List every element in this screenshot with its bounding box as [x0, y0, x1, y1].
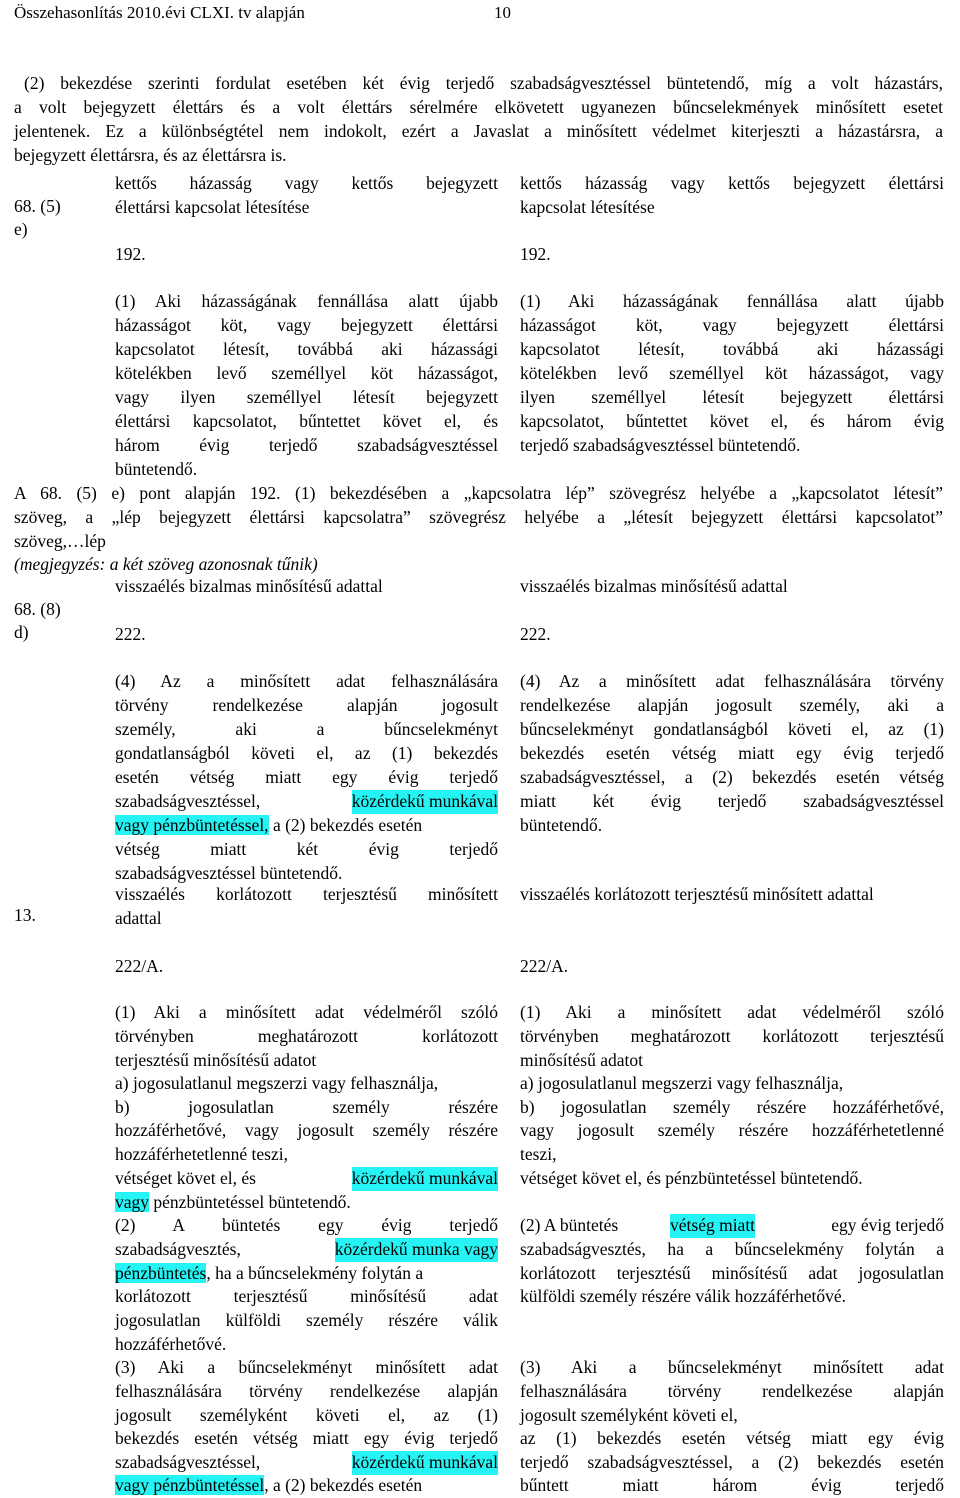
row3-right-a: a) jogosulatlanul megszerzi vagy felhasználja,	[520, 1073, 844, 1093]
row2-right-body-7: büntetendő.	[520, 815, 603, 835]
row2-right-body-6: miatt két évig terjedő szabadságvesztéssel	[520, 791, 944, 811]
row3-left-p2-3	[115, 1262, 423, 1286]
row1-left-body-8: büntetendő.	[115, 459, 198, 479]
row3-right-p2-2: szabadságvesztés, ha a bűncselekmény folytán a	[520, 1239, 944, 1259]
row3-left-a: a) jogosulatlanul megszerzi vagy felhasználja,	[115, 1073, 439, 1093]
row2-left-body-6	[115, 790, 498, 814]
row3-left-v2-text: pénzbüntetéssel büntetendő.	[149, 1192, 351, 1212]
row1-ref-sub: e)	[14, 219, 28, 239]
row1-right-title-2: kapcsolat létesítése	[520, 197, 655, 217]
row2-right-body-4: bekezdés esetén vétség miatt egy évig terjedő	[520, 743, 944, 763]
row3-left-p3-4: bekezdés esetén vétség miatt egy évig terjedő	[115, 1428, 498, 1448]
row1-right-body-1: (1) Aki házasságának fennállása alatt újabb	[520, 291, 944, 311]
row3-left-highlight-1: közérdekű munkával	[352, 1167, 498, 1191]
row1-left-title-1: kettős házasság vagy kettős bejegyzett	[115, 173, 498, 193]
row1-right-body-2: házasságot köt, vagy bejegyzett élettársi	[520, 315, 944, 335]
row1-left-body-7: három évig terjedő szabadságvesztéssel	[115, 435, 498, 455]
row2-left-body-3: személy, aki a bűncselekményt	[115, 719, 498, 739]
row3-left-b-3: hozzáférhetetlenné teszi,	[115, 1144, 288, 1164]
row2-left-highlight-1: közérdekű munkával	[352, 790, 498, 814]
row2-left-body-4: gondatlanságból követi el, az (1) bekezdés	[115, 743, 498, 763]
row3-left-p3-5-text: szabadságvesztéssel,	[115, 1452, 261, 1472]
note-line-3: szöveg,…lép	[14, 531, 106, 551]
row2-ref: 68. (8)	[14, 599, 61, 619]
row3-left-p3-3: jogosult személyként követi el, az (1)	[115, 1405, 498, 1425]
row3-left-p2-4: korlátozott terjesztésű minősítésű adat	[115, 1286, 498, 1306]
row3-left-p1-1: (1) Aki a minősített adat védelméről szóló	[115, 1002, 498, 1022]
row3-left-p2-1: (2) A büntetés egy évig terjedő	[115, 1215, 498, 1235]
row2-left-body-6-text: szabadságvesztéssel,	[115, 791, 261, 811]
row3-left-p2-6: hozzáférhetővé.	[115, 1334, 227, 1354]
row3-right-title: visszaélés korlátozott terjesztésű minősített adattal	[520, 884, 874, 904]
row3-left-highlight-4: pénzbüntetés	[115, 1263, 207, 1283]
row3-right-p1-1: (1) Aki a minősített adat védelméről szóló	[520, 1002, 944, 1022]
row2-left-body-2: törvény rendelkezése alapján jogosult	[115, 695, 498, 715]
row3-left-p2-3-text: , ha a bűncselekmény folytán a	[206, 1263, 424, 1283]
row1-right-body-6: kapcsolatot, bűntettet követ el, és három évig	[520, 411, 944, 431]
row3-right-p3-5: terjedő szabadságvesztéssel, a (2) bekezdés esetén	[520, 1452, 944, 1472]
row2-left-section: 222.	[115, 624, 146, 644]
row3-left-highlight-5: közérdekű munkával	[352, 1451, 498, 1475]
row2-left-body-1: (4) Az a minősített adat felhasználására	[115, 671, 498, 691]
row3-right-p2-1-tail: egy évig terjedő	[831, 1215, 944, 1235]
row3-right-v: vétséget követ el, és pénzbüntetéssel büntetendő.	[520, 1168, 863, 1188]
row1-left-body-5: vagy ilyen személlyel létesít bejegyzett	[115, 387, 498, 407]
page-header	[14, 3, 511, 23]
note-line-1: A 68. (5) e) pont alapján 192. (1) bekezdésében a „kapcsolatra lép” szövegrész helyébe a „kapcsolatot létesít”	[14, 483, 943, 503]
row3-left-highlight-2: vagy	[115, 1192, 150, 1212]
row2-left-body-8: vétség miatt két évig terjedő	[115, 839, 498, 859]
row3-left-highlight-3: közérdekű munka vagy	[335, 1238, 498, 1262]
row3-right-b-3: teszi,	[520, 1144, 557, 1164]
row3-right-b-2: vagy jogosult személy részére hozzáférhetetlenné	[520, 1120, 944, 1140]
row3-left-p3-1: (3) Aki a bűncselekményt minősített adat	[115, 1357, 498, 1377]
row2-right-body-1: (4) Az a minősített adat felhasználására törvény	[520, 671, 944, 691]
row3-left-title-1: visszaélés korlátozott terjesztésű minősített	[115, 884, 498, 904]
row3-left-highlight-6: vagy pénzbüntetéssel	[115, 1475, 265, 1495]
row3-left-b-2: hozzáférhetővé, vagy jogosult személy részére	[115, 1120, 498, 1140]
row1-left-section: 192.	[115, 244, 146, 264]
row3-left-p2-5: jogosulatlan külföldi személy részére válik	[115, 1310, 498, 1330]
row3-right-p2-1	[520, 1214, 944, 1238]
row1-left-body-2: házasságot köt, vagy bejegyzett élettársi	[115, 315, 498, 335]
row3-left-p3-6-text: , a (2) bekezdés esetén	[264, 1475, 423, 1495]
row3-right-highlight-1: vétség miatt	[670, 1214, 755, 1238]
row3-left-section: 222/A.	[115, 956, 164, 976]
row3-right-p3-3: jogosult személyként követi el,	[520, 1405, 738, 1425]
row1-right-body-4: kötelékben levő személlyel köt házasságot, vagy	[520, 363, 944, 383]
row3-left-v1	[115, 1167, 498, 1191]
row3-right-p3-1: (3) Aki a bűncselekményt minősített adat	[520, 1357, 944, 1377]
intro-line-2: a volt bejegyzett élettárs és a volt élettárs sérelmére elkövetett ugyanezen bűncselekmények minősített esetet	[14, 97, 943, 117]
row2-right-title: visszaélés bizalmas minősítésű adattal	[520, 576, 788, 596]
row1-left-body-4: kötelékben levő személlyel köt házasságot,	[115, 363, 498, 383]
row3-left-p1-3: terjesztésű minősítésű adatot	[115, 1050, 317, 1070]
row3-left-p2-2-text: szabadságvesztés,	[115, 1239, 241, 1259]
page-number: 10	[494, 3, 511, 22]
row2-right-section: 222.	[520, 624, 551, 644]
note-line-2: szöveg, a „lép bejegyzett élettársi kapcsolatra” szövegrész helyébe a „létesít bejegyzett élettársi kapcsolatot”	[14, 507, 943, 527]
row3-left-title-2: adattal	[115, 908, 162, 928]
row3-right-p1-2: törvényben meghatározott korlátozott terjesztésű	[520, 1026, 944, 1046]
row3-left-b-1: b) jogosulatlan személy részére	[115, 1097, 498, 1117]
row3-right-p3-4: az (1) bekezdés esetén vétség miatt egy évig	[520, 1428, 944, 1448]
row2-left-body-7-text: a (2) bekezdés esetén	[268, 815, 423, 835]
row3-ref: 13.	[14, 905, 36, 925]
row2-left-body-7	[115, 814, 498, 838]
row3-right-p2-3: korlátozott terjesztésű minősítésű adat jogosulatlan	[520, 1263, 944, 1283]
row1-left-body-6: élettársi kapcsolatot, bűntettet követ el, és	[115, 411, 498, 431]
row2-ref-sub: d)	[14, 622, 29, 642]
row3-left-v2	[115, 1191, 351, 1215]
row2-right-body-5: szabadságvesztéssel, a (2) bekezdés esetén vétség	[520, 767, 944, 787]
row2-left-body-9: szabadságvesztéssel büntetendő.	[115, 863, 343, 883]
intro-line-4: bejegyzett élettársra, és az élettársra is.	[14, 145, 287, 165]
row1-left-body-3: kapcsolatot létesít, továbbá aki házassági	[115, 339, 498, 359]
row3-left-p1-2: törvényben meghatározott korlátozott	[115, 1026, 498, 1046]
row1-right-body-7: terjedő szabadságvesztéssel büntetendő.	[520, 435, 801, 455]
row3-right-p3-6: bűntett miatt három évig terjedő	[520, 1475, 944, 1495]
row3-right-section: 222/A.	[520, 956, 569, 976]
row1-ref: 68. (5)	[14, 196, 61, 216]
row2-left-highlight-2: vagy pénzbüntetéssel,	[115, 815, 269, 835]
intro-line-3: jelentenek. Ez a különbségtétel nem indokolt, ezért a Javaslat a minősített védelmet kiterjeszti a házastársra, a	[14, 121, 943, 141]
row3-left-p3-2: felhasználására törvény rendelkezése alapján	[115, 1381, 498, 1401]
note-remark: (megjegyzés: a két szöveg azonosnak tűnik)	[14, 554, 318, 574]
row3-right-p1-3: minősítésű adatot	[520, 1050, 643, 1070]
row3-right-b-1: b) jogosulatlan személy részére hozzáférhetővé,	[520, 1097, 944, 1117]
row3-left-p3-5	[115, 1451, 498, 1475]
row3-right-p3-2: felhasználására törvény rendelkezése alapján	[520, 1381, 944, 1401]
row1-right-title-1: kettős házasság vagy kettős bejegyzett élettársi	[520, 173, 944, 193]
header-title: Összehasonlítás 2010.évi CLXI. tv alapján	[14, 3, 305, 22]
row2-left-title: visszaélés bizalmas minősítésű adattal	[115, 576, 383, 596]
row3-right-p2-4: külföldi személy részére válik hozzáférhetővé.	[520, 1286, 847, 1306]
row2-right-body-3: bűncselekményt gondatlanságból követi el, az (1)	[520, 719, 944, 739]
intro-line-1: (2) bekezdése szerinti fordulat esetében két évig terjedő szabadságvesztéssel büntetendő, míg a volt házastárs,	[24, 73, 943, 93]
row3-left-p2-2	[115, 1238, 498, 1262]
row1-right-section: 192.	[520, 244, 551, 264]
row1-right-body-5: ilyen személlyel létesít bejegyzett élettársi	[520, 387, 944, 407]
row3-left-p3-6	[115, 1474, 498, 1498]
row3-right-p2-1-text: (2) A büntetés	[520, 1215, 619, 1235]
row1-right-body-3: kapcsolatot létesít, továbbá aki házassági	[520, 339, 944, 359]
row3-left-v1-text: vétséget követ el, és	[115, 1168, 256, 1188]
row1-left-title-2: élettársi kapcsolat létesítése	[115, 197, 310, 217]
row1-left-body-1: (1) Aki házasságának fennállása alatt újabb	[115, 291, 498, 311]
row2-right-body-2: rendelkezése alapján jogosult személy, aki a	[520, 695, 944, 715]
row2-left-body-5: esetén vétség miatt egy évig terjedő	[115, 767, 498, 787]
